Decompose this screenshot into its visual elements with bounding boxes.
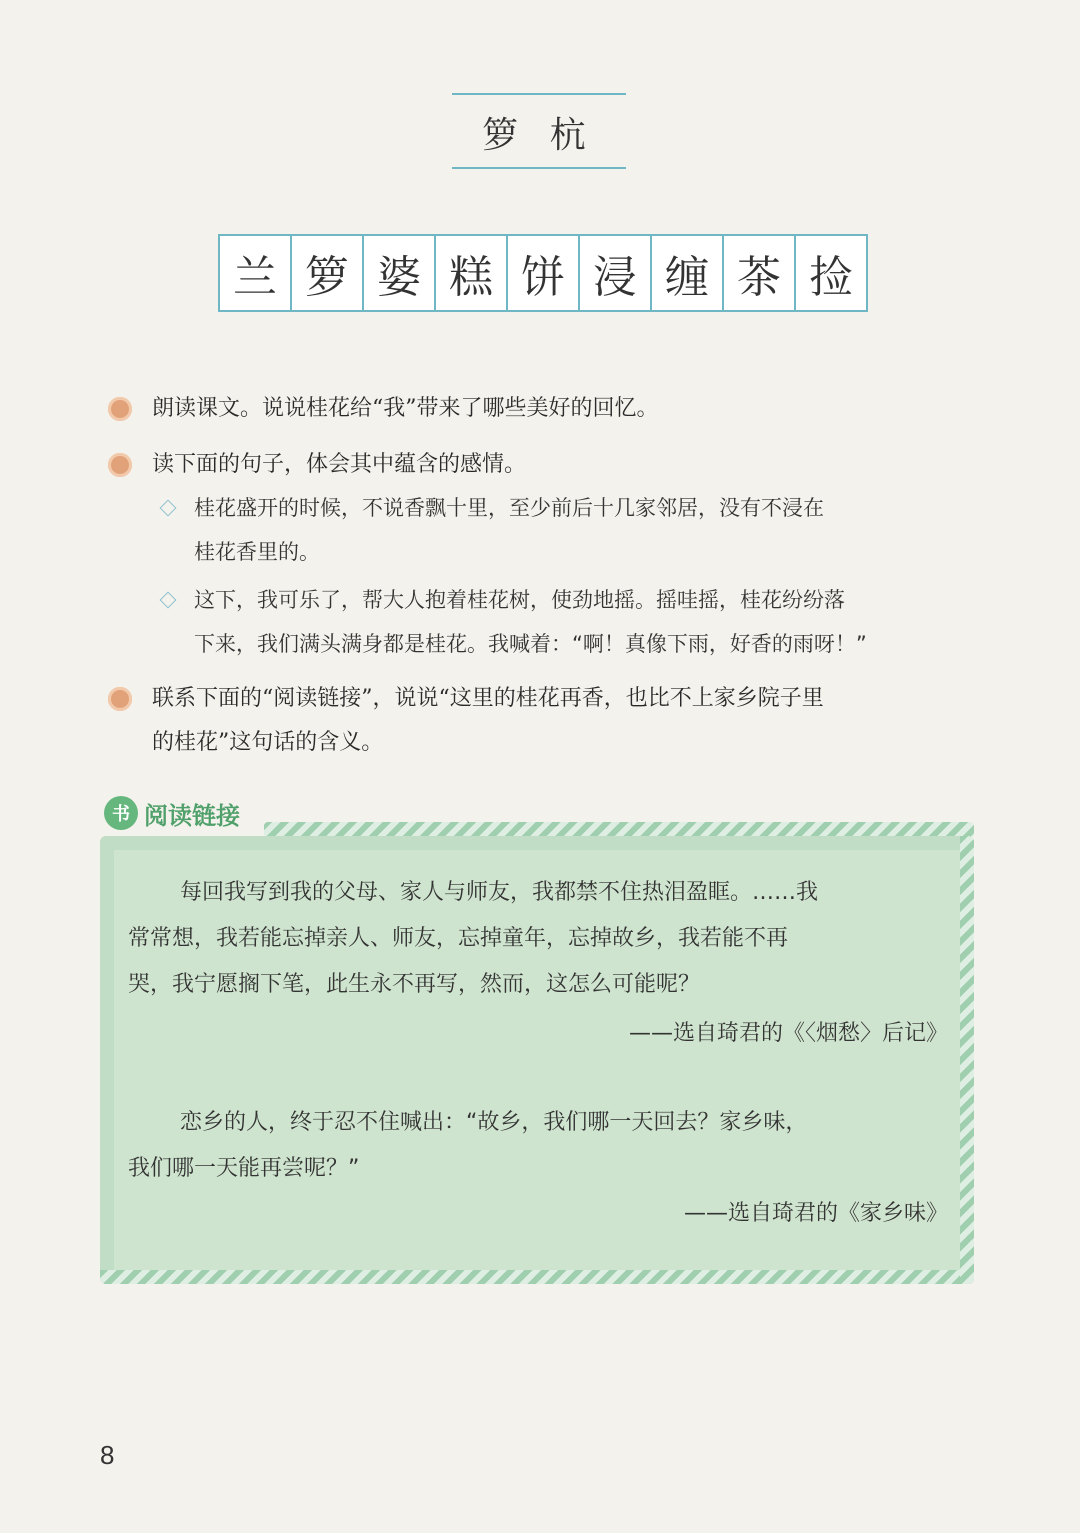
reading-link-title: 阅读链接	[144, 801, 240, 830]
page-number: 8	[100, 1440, 115, 1470]
quote-2-source: ——选自琦君的《家乡味》	[683, 1201, 948, 1226]
question-bullet-icon	[108, 687, 132, 711]
diamond-icon	[160, 500, 177, 517]
quote-2-line: 恋乡的人，终于忍不住喊出：“故乡，我们哪一天回去？家乡味，	[180, 1110, 808, 1135]
question-text: 读下面的句子，体会其中蕴含的感情。	[152, 452, 527, 477]
quote-1-line: 哭，我宁愿搁下笔，此生永不再写，然而，这怎么可能呢？	[128, 972, 701, 997]
char-cell: 兰	[220, 236, 292, 310]
character-grid	[218, 234, 868, 312]
quote-1-line: 每回我写到我的父母、家人与师友，我都禁不住热泪盈眶。……我	[180, 880, 819, 905]
sentence-line: 下来，我们满头满身都是桂花。我喊着：“啊！真像下雨，好香的雨呀！”	[194, 632, 867, 656]
diamond-icon	[160, 592, 177, 609]
sentence-line: 这下，我可乐了，帮大人抱着桂花树，使劲地摇。摇哇摇，桂花纷纷落	[194, 588, 845, 612]
char-cell: 茶	[724, 236, 796, 310]
question-text: 朗读课文。说说桂花给“我”带来了哪些美好的回忆。	[152, 396, 659, 421]
question-bullet-icon	[108, 397, 132, 421]
question-text: 的桂花”这句话的含义。	[152, 730, 384, 755]
char-cell: 婆	[364, 236, 436, 310]
quote-1-line: 常常想，我若能忘掉亲人、师友，忘掉童年，忘掉故乡，我若能不再	[128, 926, 789, 951]
title-top-rule	[452, 93, 626, 95]
char-cell: 缠	[652, 236, 724, 310]
char-cell: 浸	[580, 236, 652, 310]
page-title: 箩 杭	[482, 115, 596, 156]
quote-2-line: 我们哪一天能再尝呢？”	[128, 1156, 360, 1181]
title-bottom-rule	[452, 167, 626, 169]
char-cell: 捡	[809, 252, 853, 303]
book-icon: 书	[104, 796, 138, 830]
reading-link-header	[104, 793, 240, 833]
char-cell: 饼	[508, 236, 580, 310]
question-bullet-icon	[108, 453, 132, 477]
quote-1-source: ——选自琦君的《〈烟愁〉后记》	[628, 1021, 948, 1046]
sentence-line: 桂花香里的。	[194, 540, 320, 564]
sentence-line: 桂花盛开的时候，不说香飘十里，至少前后十几家邻居，没有不浸在	[194, 496, 824, 520]
char-cell: 糕	[436, 236, 508, 310]
title-block	[452, 93, 626, 169]
char-cell: 箩	[292, 236, 364, 310]
question-text: 联系下面的“阅读链接”，说说“这里的桂花再香，也比不上家乡院子里	[152, 686, 824, 711]
